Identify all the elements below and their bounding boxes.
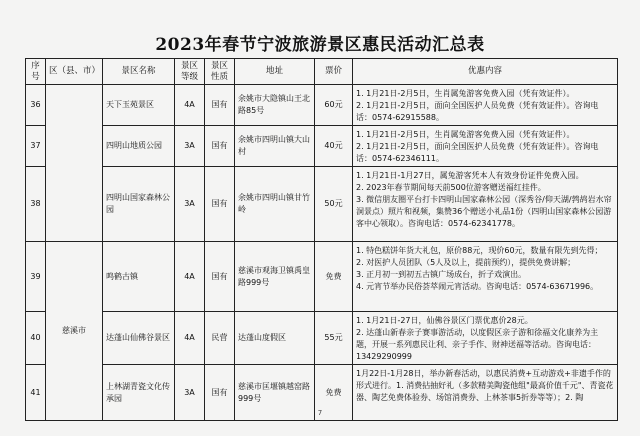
cell-nature: 国有 [205,167,235,242]
cell-grade: 3A [175,167,205,242]
cell-content [353,242,618,312]
cell-seq: 40 [26,312,46,365]
header-address: 地址 [235,59,315,85]
cell-grade: 4A [175,85,205,126]
cell-content [353,312,618,365]
cell-address: 慈溪市匡堰镇越窑路999号 [235,365,315,421]
cell-price: 免费 [315,242,353,312]
table-row [26,312,618,365]
cell-seq: 39 [26,242,46,312]
cell-seq: 37 [26,126,46,167]
promotions-table [25,58,618,421]
cell-content [353,85,618,126]
table-row [26,126,618,167]
cell-name: 天下玉苑景区 [103,85,175,126]
content-item: 2. 1月21日-2月5日，面向全国医护人员免费（凭有效证件）。咨询电话：0574-62915588。 [356,101,599,122]
content-item: 1. 1月21日-2月5日，生肖属兔游客免费入园（凭有效证件）。 [356,89,575,98]
content-item: 3. 微信朋友圈平台打卡四明山国家森林公园（深秀谷/仰天湖/鹁鸪岩水帘洞景点）照片和视频，集赞36个赠送小礼品1份（四明山国家森林公园游客中心领取）。咨询电话：0574-62341778。 [356,195,612,228]
content-item: 2. 对医护人员团队（5人及以上，提前预约），提供免费讲解； [356,258,576,267]
cell-district: 慈溪市 [46,242,103,421]
cell-grade: 4A [175,242,205,312]
cell-price: 55元 [315,312,353,365]
table-row [26,167,618,242]
content-item: 1. 1月21日-2月5日，生肖属兔游客免费入园（凭有效证件）。 [356,130,575,139]
content-item: 2. 达蓬山新春亲子赛事游活动，以度假区亲子游和徐福文化康养为主题，开展一系列惠民让利、亲子手作、财神送福等活动。咨询电话：13429290999 [356,328,599,361]
cell-address: 余姚市四明山镇大山村 [235,126,315,167]
cell-nature: 民营 [205,312,235,365]
cell-address: 余姚市大隐镇山王北路85号 [235,85,315,126]
content-item: 1. 1月21日-27日，仙佛谷景区门票优惠价28元。 [356,316,533,325]
cell-nature: 国有 [205,242,235,312]
cell-name: 鸣鹤古镇 [103,242,175,312]
cell-address: 余姚市四明山镇甘竹岭 [235,167,315,242]
table-row [26,242,618,312]
header-grade: 景区等级 [175,59,205,85]
cell-content [353,126,618,167]
cell-address: 慈溪市观海卫镇禹皇路999号 [235,242,315,312]
content-item: 1. 1月21日-1月27日，属兔游客凭本人有效身份证件免费入园。 [356,171,584,180]
header-seq: 序号 [26,59,46,85]
cell-price: 50元 [315,167,353,242]
content-item: 4. 元宵节举办民俗荟萃闹元宵活动。咨询电话：0574-63671996。 [356,282,599,291]
cell-name: 达蓬山仙佛谷景区 [103,312,175,365]
content-item: 2. 1月21日-2月5日，面向全国医护人员免费（凭有效证件）。咨询电话：0574-62346111。 [356,142,599,163]
cell-grade: 4A [175,312,205,365]
cell-price: 免费 [315,365,353,421]
header-name: 景区名称 [103,59,175,85]
content-item: 1月22日-1月28日，举办新春活动，以惠民消费+互动游戏+非遗手作的形式进行。1. 消费拈抽好礼（多款精美陶瓷他组"最高价值千元"、青瓷花器、陶艺免费体验券、场馆消费券、上林茶事5折券等等）；2. 陶 [356,369,614,402]
table-header-row [26,59,618,85]
header-nature: 景区性质 [205,59,235,85]
header-district: 区（县、市） [46,59,103,85]
cell-seq: 36 [26,85,46,126]
cell-name: 四明山国家森林公园 [103,167,175,242]
cell-seq: 38 [26,167,46,242]
page-number: 7 [317,409,323,417]
cell-nature: 国有 [205,365,235,421]
cell-address: 达蓬山度假区 [235,312,315,365]
cell-name: 上林湖青瓷文化传承园 [103,365,175,421]
cell-grade: 3A [175,126,205,167]
content-item: 1. 特色糕饼年货大礼包，原价88元，现价60元，数量有限先到先得； [356,246,603,255]
cell-price: 40元 [315,126,353,167]
content-item: 3. 正月初一到初五古镇广场成台，折子戏演出。 [356,270,527,279]
cell-seq: 41 [26,365,46,421]
cell-price: 60元 [315,85,353,126]
cell-nature: 国有 [205,85,235,126]
cell-district-empty [46,85,103,242]
header-price: 票价 [315,59,353,85]
table-row [26,85,618,126]
header-content: 优惠内容 [353,59,618,85]
cell-name: 四明山地质公园 [103,126,175,167]
cell-grade: 3A [175,365,205,421]
cell-nature: 国有 [205,126,235,167]
content-item: 2. 2023年春节期间每天前500位游客赠送福红挂件。 [356,183,546,192]
document-title: 2023年春节宁波旅游景区惠民活动汇总表 [155,35,485,55]
cell-content [353,167,618,242]
